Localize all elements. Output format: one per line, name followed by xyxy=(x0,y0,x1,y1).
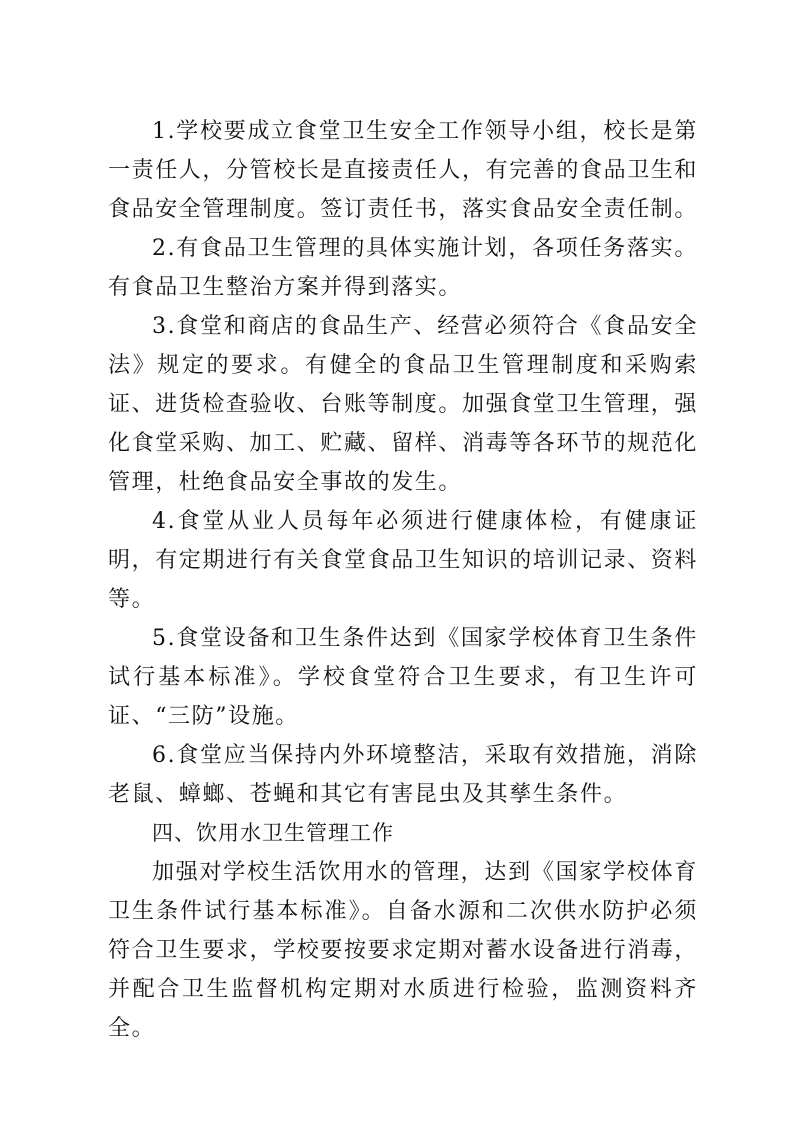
paragraph-item-6: 6.食堂应当保持内外环境整洁，采取有效措施，消除老鼠、蟑螂、苍蝇和其它有害昆虫及其孳生条件。 xyxy=(108,743,698,807)
paragraph-item-4: 4.食堂从业人员每年必须进行健康体检，有健康证明，有定期进行有关食堂食品卫生知识的培训记录、资料等。 xyxy=(108,509,699,612)
document-body xyxy=(108,112,698,1048)
paragraph-item-2: 2.有食品卫生管理的具体实施计划，各项任务落实。有食品卫生整治方案并得到落实。 xyxy=(108,236,698,300)
section-heading: 四、饮用水卫生管理工作 xyxy=(152,821,394,845)
paragraph-item-1: 1.学校要成立食堂卫生安全工作领导小组，校长是第一责任人，分管校长是直接责任人，有完善的食品卫生和食品安全管理制度。签订责任书，落实食品安全责任制。 xyxy=(108,119,699,222)
section-paragraph: 加强对学校生活饮用水的管理，达到《国家学校体育卫生条件试行基本标准》。自备水源和二次供水防护必须符合卫生要求，学校要按要求定期对蓄水设备进行消毒，并配合卫生监督机构定期对水质进行检验，监测资料齐全。 xyxy=(108,860,699,1041)
paragraph-item-5: 5.食堂设备和卫生条件达到《国家学校体育卫生条件试行基本标准》。学校食堂符合卫生要求，有卫生许可证、“三防”设施。 xyxy=(108,626,698,729)
paragraph-item-3: 3.食堂和商店的食品生产、经营必须符合《食品安全法》规定的要求。有健全的食品卫生管理制度和采购索证、进货检查验收、台账等制度。加强食堂卫生管理，强化食堂采购、加工、贮藏、留样、消毒等各环节的规范化管理，杜绝食品安全事故的发生。 xyxy=(108,314,699,495)
